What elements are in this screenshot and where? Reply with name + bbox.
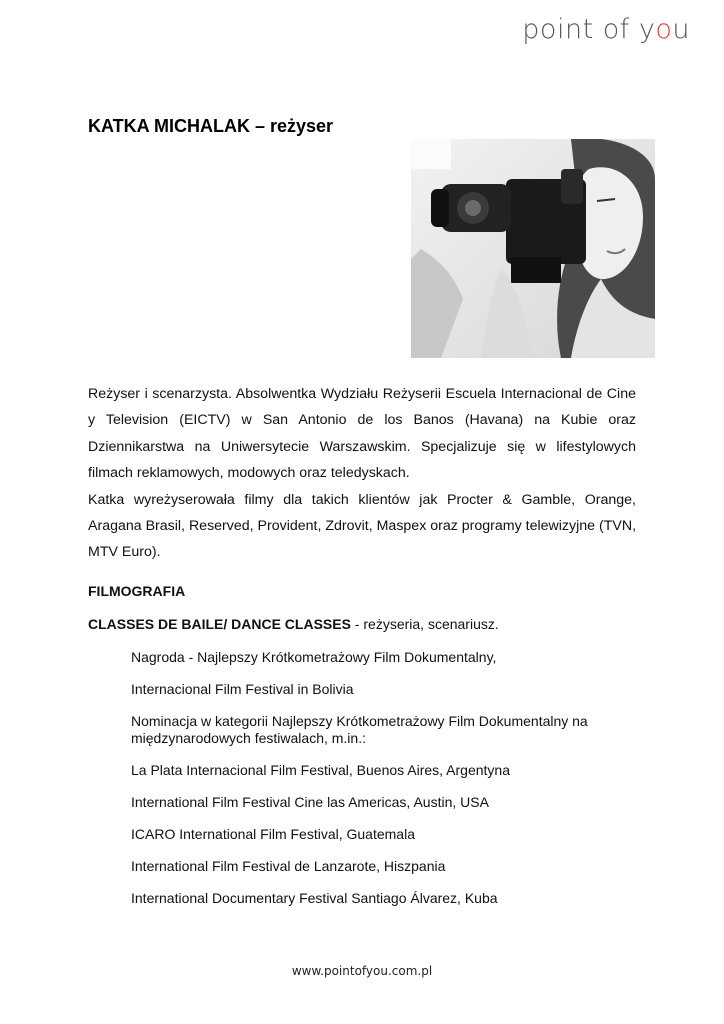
filmography-heading: FILMOGRAFIA	[88, 583, 186, 599]
bio-paragraph-1: Reżyser i scenarzysta. Absolwentka Wydziału Reżyserii Escuela Internacional de Cine y Television (EICTV) w San Antonio de los Banos (Havana) na Kubie oraz Dziennikarstwa na Uniwersytecie Warszawskim. Specjalizuje się w lifestylowych filmach reklamowych, modowych oraz teledyskach.	[88, 386, 636, 482]
award-item: La Plata Internacional Film Festival, Buenos Aires, Argentyna	[131, 762, 510, 778]
page-title: KATKA MICHALAK – reżyser	[88, 116, 334, 136]
award-item: Internacional Film Festival in Bolivia	[131, 681, 354, 697]
film-title: CLASSES DE BAILE/ DANCE CLASSES	[88, 616, 351, 632]
award-item: ICARO International Film Festival, Guatemala	[131, 826, 415, 842]
logo-text-part3: u	[672, 14, 690, 45]
award-item: International Film Festival Cine las Americas, Austin, USA	[131, 794, 489, 810]
film-entry	[88, 616, 499, 632]
awards-list	[131, 649, 631, 922]
director-photo	[411, 139, 655, 358]
award-item: Nominacja w kategorii Najlepszy Krótkometrażowy Film Dokumentalny na międzynarodowych festiwalach, m.in.:	[131, 713, 588, 746]
logo-accent-letter: o	[655, 14, 673, 45]
award-item: Nagroda - Najlepszy Krótkometrażowy Film Dokumentalny,	[131, 649, 497, 665]
award-item: International Documentary Festival Santiago Álvarez, Kuba	[131, 890, 498, 906]
logo-text-part2: y	[638, 14, 656, 45]
brand-logo	[522, 14, 690, 45]
director-photo-illustration	[411, 139, 655, 358]
bio-paragraph-2: Katka wyreżyserowała filmy dla takich klientów jak Procter & Gamble, Orange, Aragana Brasil, Reserved, Provident, Zdrovit, Maspex oraz programy telewizyjne (TVN, MTV Euro).	[88, 491, 637, 561]
bio-text	[88, 381, 636, 566]
film-role: - reżyseria, scenariusz.	[350, 616, 499, 632]
logo-text-part1: point of	[522, 14, 639, 45]
award-item: International Film Festival de Lanzarote, Hiszpania	[131, 858, 446, 874]
footer-url: www.pointofyou.com.pl	[291, 964, 433, 978]
